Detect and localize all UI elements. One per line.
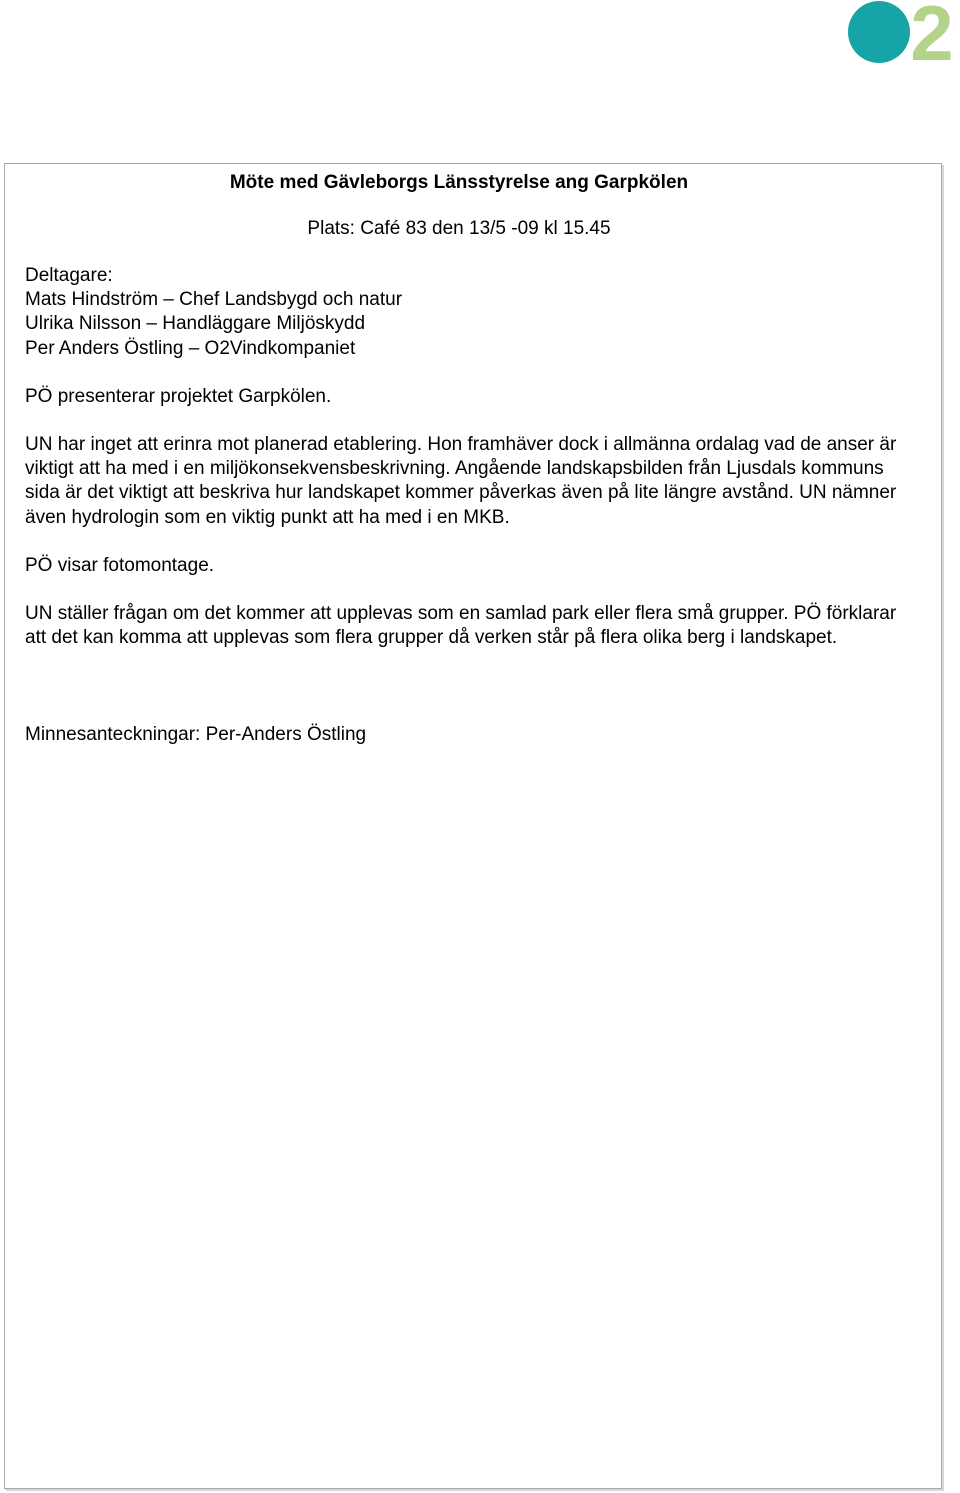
document-body: [25, 264, 905, 674]
svg-text:2: 2: [910, 0, 954, 66]
paragraph: PÖ presenterar projektet Garpkölen.: [25, 385, 332, 407]
paragraph: PÖ visar fotomontage.: [25, 554, 215, 576]
signature: Minnesanteckningar: Per-Anders Östling: [25, 724, 367, 745]
participants-block: [25, 264, 905, 361]
participant: Mats Hindström – Chef Landsbygd och natur: [25, 289, 403, 311]
document-title: Möte med Gävleborgs Länsstyrelse ang Garpkölen: [229, 172, 689, 193]
participant: Ulrika Nilsson – Handläggare Miljöskydd: [25, 313, 366, 335]
paragraph: UN ställer frågan om det kommer att upplevas som en samlad park eller flera små grupper. PÖ förklarar att det kan komma att upplevas som flera grupper då verken står på flera olika berg i landskapet.: [25, 603, 897, 649]
meeting-place: Plats: Café 83 den 13/5 -09 kl 15.45: [307, 218, 611, 239]
participants-heading: Deltagare:: [25, 265, 113, 286]
participant: Per Anders Östling – O2Vindkompaniet: [25, 337, 356, 359]
o2-logo: [846, 0, 960, 66]
paragraph: UN har inget att erinra mot planerad etablering. Hon framhäver dock i allmänna ordalag vad de anser är viktigt att ha med i en miljökonsekvensbeskrivning. Angående landskapsbilden från Ljusdals kommuns sida är det viktigt att beskriva hur landskapet kommer påverkas även på lite längre avstånd. UN nämner även hydrologin som en viktig punkt att ha med i en MKB.: [25, 434, 897, 528]
